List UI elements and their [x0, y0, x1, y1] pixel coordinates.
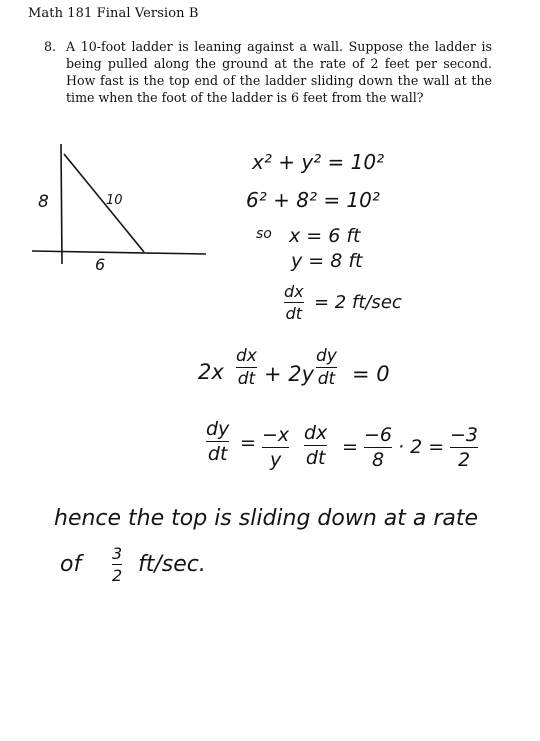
given-rate-value: = 2 ft/sec [314, 292, 402, 313]
fraction-bar [304, 445, 327, 446]
diff-term-2x: 2x [198, 360, 224, 384]
times-two: · 2 = [398, 436, 445, 458]
dy-text: dy [206, 418, 230, 440]
neg-x-text: −x [262, 424, 290, 446]
dydt-fraction-1 [316, 346, 337, 389]
conclusion-num: 3 [112, 544, 123, 563]
conclusion-of: of [60, 552, 82, 577]
diff-equals-zero: = 0 [352, 362, 390, 386]
wall-length-label: 8 [38, 192, 49, 212]
neg6-text: −6 [364, 424, 393, 446]
y-text: y [269, 449, 282, 471]
neg-x-over-y [262, 424, 289, 471]
dt-text: dt [207, 443, 228, 465]
ladder-length-label: 10 [106, 193, 123, 208]
rate-numerator: dx [284, 282, 304, 301]
dydt-fraction-2 [206, 418, 229, 465]
neg3-text: −3 [450, 424, 479, 446]
fraction-bar [284, 302, 304, 303]
rate-denominator: dt [285, 304, 303, 323]
neg6-over-8 [364, 424, 392, 471]
dx-text: dx [304, 422, 328, 444]
two-text: 2 [457, 449, 471, 471]
fraction-bar [112, 564, 122, 565]
equals-sign-2: = [342, 436, 358, 458]
conclusion-unit: ft/sec. [138, 552, 206, 577]
problem-text: A 10-foot ladder is leaning against a wall. Suppose the ladder is being pulled along the ground at the rate of 2 feet per second. How fast is the top end of the ladder sliding down the wall at the time when the foot of the ladder is 6 feet from the wall? [66, 39, 492, 105]
diff-term-2y: + 2y [264, 362, 315, 386]
substituted-equation: 6² + 8² = 10² [246, 188, 380, 212]
conclusion-den: 2 [112, 566, 123, 585]
dx-text: dx [236, 346, 257, 366]
x-value: x = 6 ft [289, 225, 361, 247]
ladder-line [64, 154, 144, 252]
fraction-bar [206, 441, 229, 442]
ladder-diagram [28, 140, 218, 275]
dxdt-fraction-2 [304, 422, 327, 469]
conclusion-fraction [112, 544, 122, 585]
answer-fraction [450, 424, 478, 471]
wall-line [61, 144, 62, 264]
equals-sign-1: = [240, 432, 256, 454]
dt-text: dt [237, 369, 256, 389]
eight-text: 8 [371, 449, 385, 471]
ground-line [32, 251, 206, 254]
fraction-bar [364, 447, 392, 448]
dxdt-fraction-1 [236, 346, 257, 389]
dt-text: dt [305, 447, 326, 469]
dt-text: dt [317, 369, 336, 389]
fraction-bar [450, 447, 478, 448]
conclusion-line: hence the top is sliding down at a rate [54, 506, 479, 531]
fraction-bar [316, 367, 337, 368]
dy-text: dy [316, 346, 337, 366]
y-value: y = 8 ft [291, 250, 363, 272]
page-header: Math 181 Final Version B [28, 6, 199, 21]
ground-length-label: 6 [95, 255, 106, 274]
given-rate-fraction [284, 282, 304, 323]
fraction-bar [236, 367, 257, 368]
problem-statement [44, 38, 492, 106]
problem-number: 8. [44, 39, 57, 54]
so-label: so [256, 226, 272, 242]
fraction-bar [262, 447, 289, 448]
pythagorean-equation: x² + y² = 10² [252, 150, 385, 174]
